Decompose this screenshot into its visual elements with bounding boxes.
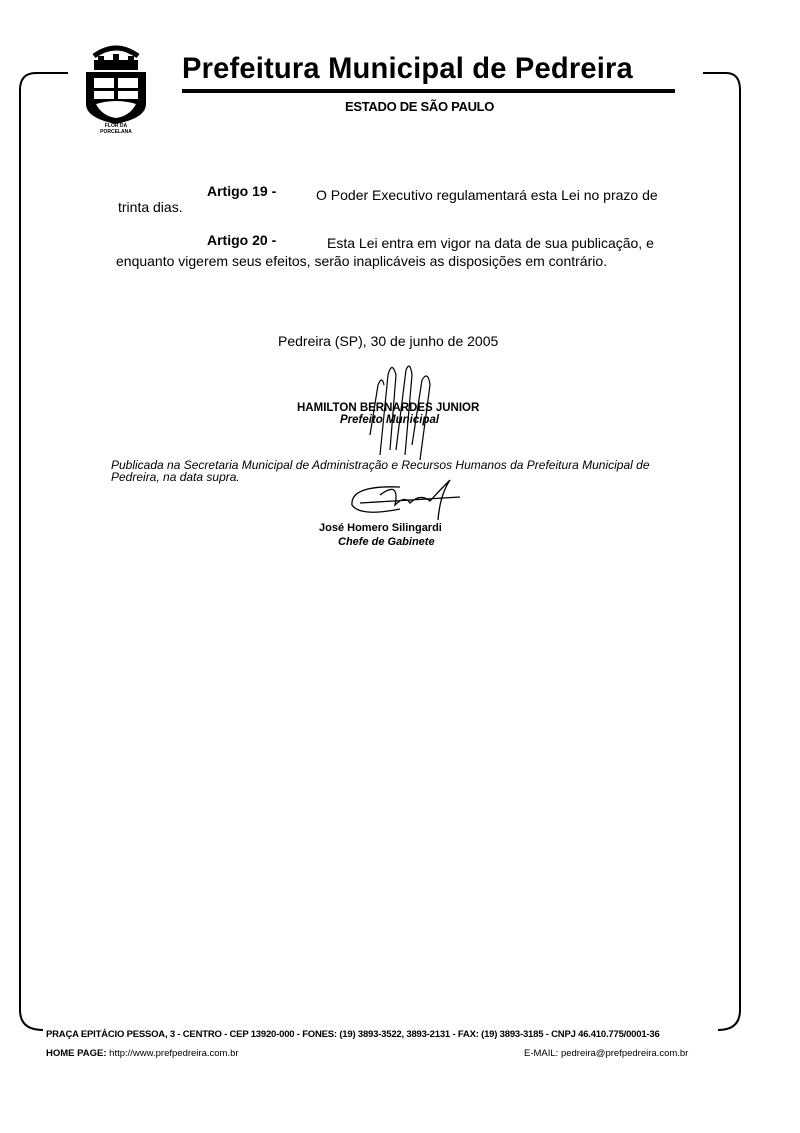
letterhead-title: Prefeitura Municipal de Pedreira [182, 52, 633, 85]
signatory-1-role: Prefeito Municipal [340, 414, 440, 426]
footer-homepage [46, 1048, 239, 1059]
homepage-link[interactable]: http://www.prefpedreira.com.br [109, 1048, 239, 1059]
signatory-2-role: Chefe de Gabinete [338, 536, 435, 548]
footer-address: PRAÇA EPITÁCIO PESSOA, 3 - CENTRO - CEP 13920-000 - FONES: (19) 3893-3522, 3893-2131 - FAX: (19) 3893-3185 - CNPJ 46.410.775/0001-36 [46, 1029, 660, 1040]
publication-note: Publicada na Secretaria Municipal de Administração e Recursos Humanos da Prefeitura Municipal de [111, 458, 650, 472]
article-20-text-cont: enquanto vigerem seus efeitos, serão inaplicáveis as disposições em contrário. [116, 253, 608, 269]
date-line: Pedreira (SP), 30 de junho de 2005 [278, 333, 499, 349]
crest-motto-text: FLOR DA PORCELANA [96, 124, 136, 135]
article-20-text: Esta Lei entra em vigor na data de sua publicação, e [327, 235, 654, 251]
chief-signature [340, 475, 470, 525]
homepage-label: HOME PAGE: [46, 1048, 107, 1059]
municipal-crest-logo [80, 42, 152, 124]
email-label: E-MAIL: [524, 1048, 559, 1059]
article-19-text: O Poder Executivo regulamentará esta Lei no prazo de [316, 187, 658, 203]
article-19-label: Artigo 19 - [207, 183, 277, 199]
title-underline [182, 89, 675, 93]
email-link[interactable]: pedreira@prefpedreira.com.br [560, 1048, 689, 1059]
footer-email [524, 1048, 688, 1059]
article-20-label: Artigo 20 - [207, 232, 277, 248]
signatory-2-name: José Homero Silingardi [319, 522, 442, 534]
article-19-text-cont: trinta dias. [118, 199, 183, 215]
signatory-1-name: HAMILTON BERNARDES JUNIOR [297, 402, 480, 414]
letterhead-subtitle: ESTADO DE SÃO PAULO [345, 99, 495, 114]
publication-note-cont: Pedreira, na data supra. [111, 470, 240, 484]
